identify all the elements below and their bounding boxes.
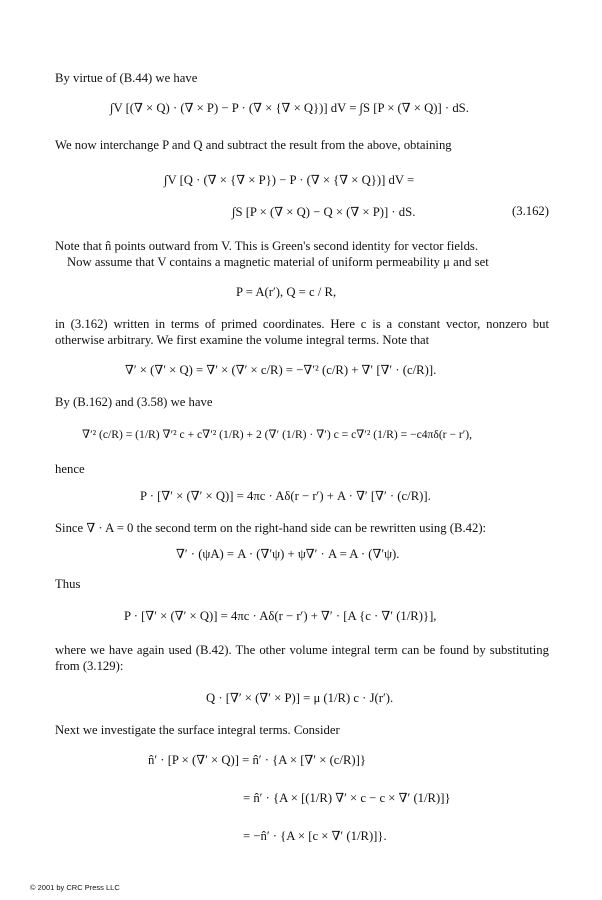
equation-curl-curl-q: ∇′ × (∇′ × Q) = ∇′ × (∇′ × c/R) = −∇′² (c/R) + ∇′ [∇′ · (c/R)]. <box>125 363 437 377</box>
text-line-9: Thus <box>55 577 81 591</box>
text-line-8: Since ∇ · A = 0 the second term on the right-hand side can be rewritten using (B.42): <box>55 521 487 535</box>
equation-p-curl-curl-2: P · [∇′ × (∇′ × Q)] = 4πc · Aδ(r − r′) + ∇′ · [A {c · ∇′ (1/R)}], <box>124 609 437 623</box>
text-line-2: We now interchange P and Q and subtract the result from the above, obtaining <box>55 138 452 152</box>
text-line-1: By virtue of (B.44) we have <box>55 71 198 85</box>
equation-q-curl-curl: Q · [∇′ × (∇′ × P)] = μ (1/R) c · J(r′). <box>206 691 394 705</box>
equation-surface-3: = −n̂′ · {A × [c × ∇′ (1/R)]}. <box>243 829 387 843</box>
equation-3162-line2: ∫S [P × (∇ × Q) − Q × (∇ × P)] · dS. <box>232 205 416 219</box>
equation-number: (3.162) <box>512 204 549 218</box>
text-line-3: Note that n̂ points outward from V. This is Green's second identity for vector fields. <box>55 239 479 253</box>
text-paragraph-1: in (3.162) written in terms of primed coordinates. Here c is a constant vector, nonzero but otherwise arbitrary. We first examine the volume integral terms. Note that <box>55 317 549 347</box>
equation-b44: ∫V [(∇ × Q) · (∇ × P) − P · (∇ × {∇ × Q})] dV = ∫S [P × (∇ × Q)] · dS. <box>110 101 469 115</box>
equation-surface-2: = n̂′ · {A × [(1/R) ∇′ × c − c × ∇′ (1/R)]} <box>243 791 451 805</box>
copyright-footer: © 2001 by CRC Press LLC <box>30 883 120 892</box>
text-line-6: By (B.162) and (3.58) we have <box>55 395 213 409</box>
equation-laplacian: ∇′² (c/R) = (1/R) ∇′² c + c∇′² (1/R) + 2 (∇′ (1/R) · ∇′) c = c∇′² (1/R) = −c4πδ(r − r′), <box>82 428 473 441</box>
equation-3162-line1: ∫V [Q · (∇ × {∇ × P}) − P · (∇ × {∇ × Q})] dV = <box>164 173 415 187</box>
equation-set-pq: P = A(r′), Q = c / R, <box>236 285 337 299</box>
equation-p-curl-curl: P · [∇′ × (∇′ × Q)] = 4πc · Aδ(r − r′) + A · ∇′ [∇′ · (c/R)]. <box>140 489 431 503</box>
text-line-4: Now assume that V contains a magnetic material of uniform permeability μ and set <box>67 255 489 269</box>
equation-surface-1: n̂′ · [P × (∇′ × Q)] = n̂′ · {A × [∇′ × (c/R)]} <box>148 753 366 767</box>
text-line-11: Next we investigate the surface integral terms. Consider <box>55 723 340 737</box>
equation-b42: ∇′ · (ψA) = A · (∇′ψ) + ψ∇′ · A = A · (∇′ψ). <box>176 547 400 561</box>
text-line-7: hence <box>55 462 85 476</box>
text-paragraph-2: where we have again used (B.42). The other volume integral term can be found by substituting from (3.129): <box>55 643 549 673</box>
